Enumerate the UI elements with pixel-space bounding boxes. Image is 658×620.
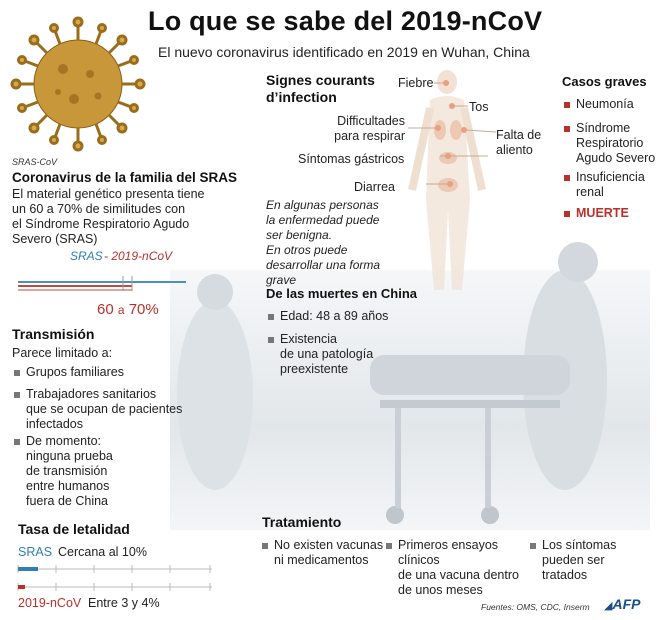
symptoms-heading: Signes courants d’infection: [266, 72, 375, 105]
lethality-ncov-scale: [16, 580, 216, 594]
afp-logo: ◢AFP: [604, 596, 641, 612]
lethality-sras-label: SRAS: [18, 545, 53, 559]
symptom-gastricos: Síntomas gástricos: [298, 152, 405, 166]
treatment-item: Primeros ensayos clínicos de una vacuna dentro de unos meses: [386, 538, 519, 598]
symptom-fiebre: Fiebre: [398, 76, 434, 90]
transmission-item: Trabajadores sanitarios que se ocupan de pacientes infectados: [14, 387, 182, 432]
virus-illustration: [8, 14, 148, 154]
lethality-sras-scale: [16, 562, 216, 576]
severe-death: MUERTE: [564, 206, 629, 221]
family-heading: Coronavirus de la familia del SRAS: [12, 170, 238, 185]
page-title: Lo que se sabe del 2019-nCoV: [148, 6, 543, 36]
severe-item: Síndrome Respiratorio Agudo Severo: [564, 121, 655, 166]
page-subtitle: El nuevo coronavirus identificado en 2019 en Wuhan, China: [158, 44, 530, 60]
transmission-item: De momento: ninguna prueba de transmisión entre humanos fuera de China: [14, 434, 113, 509]
severe-item: Neumonía: [564, 97, 634, 112]
severe-item: Insuficiencia renal: [564, 170, 645, 200]
legend-sras: SRAS: [70, 249, 103, 263]
transmission-heading: Transmisión: [12, 326, 95, 342]
transmission-item: Grupos familiares: [14, 365, 124, 380]
symptom-tos: Tos: [469, 100, 489, 114]
afp-logo-icon: ◢: [604, 600, 613, 612]
deaths-item: Existencia de una patología preexistente: [268, 332, 373, 377]
treatment-item: Los síntomas pueden ser tratados: [530, 538, 616, 583]
similarity-bars: [14, 262, 194, 292]
family-text: El material genético presenta tiene un 60 a 70% de similitudes con el Síndrome Respiratorio Agudo Severo (SRAS): [12, 187, 205, 246]
virus-caption: SRAS-CoV: [12, 157, 58, 167]
lethality-ncov-value: Entre 3 y 4%: [88, 596, 160, 610]
symptom-falta: Falta de aliento: [496, 128, 542, 157]
similarity-range: 60 a 70%: [97, 301, 159, 318]
deaths-heading: De las muertes en China: [266, 286, 417, 301]
deaths-item: Edad: 48 a 89 años: [268, 309, 388, 324]
lethality-ncov-label: 2019-nCoV: [18, 596, 82, 610]
sources: Fuentes: OMS, CDC, Inserm: [481, 602, 590, 612]
treatment-item: No existen vacunas ni medicamentos: [262, 538, 383, 568]
treatment-heading: Tratamiento: [262, 514, 342, 530]
lethality-sras-value: Cercana al 10%: [58, 545, 147, 559]
severe-heading: Casos graves: [562, 74, 647, 89]
symptom-dificultades: Difficultades para respirar: [334, 114, 405, 143]
symptom-diarrea: Diarrea: [354, 180, 395, 194]
lethality-heading: Tasa de letalidad: [18, 521, 130, 537]
symptoms-note: En algunas personas la enfermedad puede ser benigna. En otros puede desarrollar una forma grave: [266, 198, 381, 287]
legend-ncov: - 2019-nCoV: [104, 249, 173, 263]
transmission-intro: Parece limitado a:: [12, 346, 113, 360]
